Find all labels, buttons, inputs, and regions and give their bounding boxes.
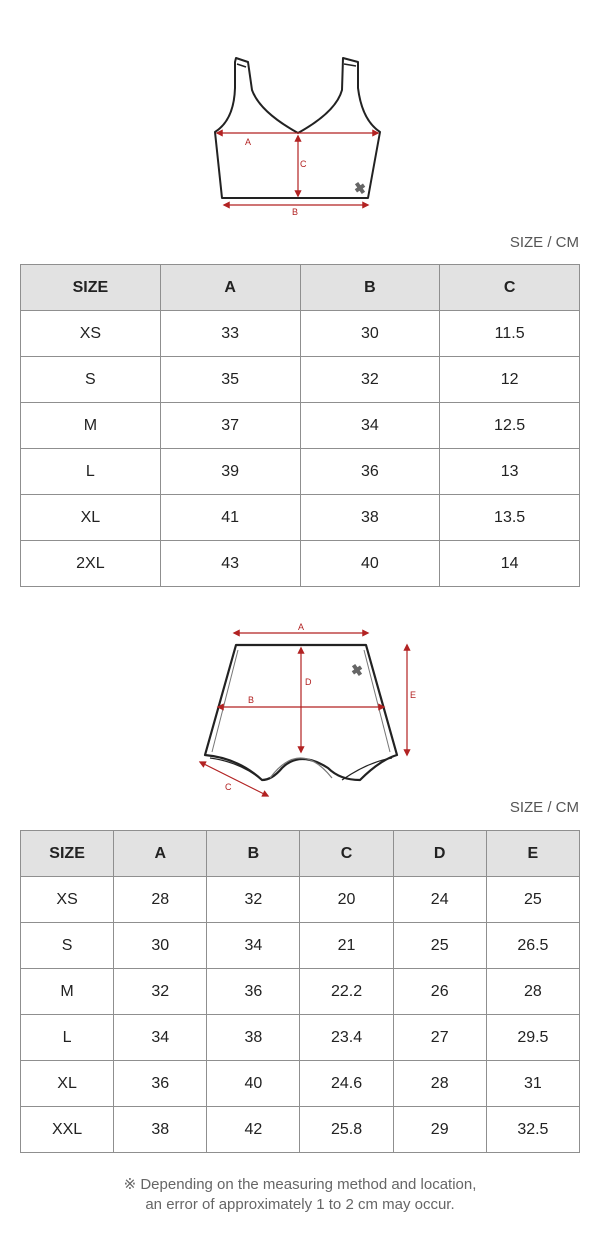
bottom-dimension-c-label: C (225, 782, 232, 792)
table-cell: XL (21, 495, 161, 541)
table-row (21, 1061, 580, 1107)
note-line-1: ※ Depending on the measuring method and location, (123, 1176, 477, 1193)
bottom-dimension-d-label: D (305, 677, 312, 687)
table-cell: 28 (393, 1061, 486, 1107)
table-cell: 36 (300, 449, 440, 495)
table-cell: 26.5 (486, 923, 579, 969)
table-cell: 2XL (21, 541, 161, 587)
table-cell: 29 (393, 1107, 486, 1153)
table-row (21, 877, 580, 923)
note-line-2: an error of approximately 1 to 2 cm may occur. (145, 1196, 455, 1213)
table-row (21, 969, 580, 1015)
table-row (21, 403, 580, 449)
care-tag-icon (349, 662, 364, 678)
table-cell: 38 (300, 495, 440, 541)
table-cell: L (21, 449, 161, 495)
header-cell: E (486, 831, 579, 877)
header-cell: C (440, 265, 580, 311)
table-cell: L (21, 1015, 114, 1061)
table-cell: 30 (114, 923, 207, 969)
table-cell: XS (21, 311, 161, 357)
bottom-size-table (20, 830, 580, 1153)
top-dimension-b-label: B (292, 207, 299, 217)
bottom-garment-diagram (190, 615, 430, 805)
table-cell: 11.5 (440, 311, 580, 357)
table-header-row (21, 831, 580, 877)
table-cell: 41 (160, 495, 300, 541)
table-row (21, 495, 580, 541)
table-cell: 23.4 (300, 1015, 393, 1061)
table-cell: 42 (207, 1107, 300, 1153)
table-cell: 31 (486, 1061, 579, 1107)
table-cell: 25.8 (300, 1107, 393, 1153)
table-cell: 38 (114, 1107, 207, 1153)
table-cell: XXL (21, 1107, 114, 1153)
table-cell: 32.5 (486, 1107, 579, 1153)
table-cell: 25 (393, 923, 486, 969)
table-cell: 40 (207, 1061, 300, 1107)
header-cell: A (160, 265, 300, 311)
table-cell: 37 (160, 403, 300, 449)
table-cell: 35 (160, 357, 300, 403)
table-row (21, 1107, 580, 1153)
header-cell: C (300, 831, 393, 877)
table-cell: 39 (160, 449, 300, 495)
table-cell: 34 (114, 1015, 207, 1061)
bottom-dimension-e-label: E (410, 690, 417, 700)
care-tag-icon (352, 180, 367, 196)
top-size-table (20, 264, 580, 587)
table-cell: 36 (207, 969, 300, 1015)
table-row (21, 1015, 580, 1061)
table-cell: 20 (300, 877, 393, 923)
table-cell: 43 (160, 541, 300, 587)
table-cell: 34 (207, 923, 300, 969)
table-row (21, 311, 580, 357)
header-cell: B (207, 831, 300, 877)
table-cell: 27 (393, 1015, 486, 1061)
table-cell: 28 (486, 969, 579, 1015)
table-cell: 13.5 (440, 495, 580, 541)
bottom-dimension-b-label: B (248, 695, 255, 705)
table-cell: 33 (160, 311, 300, 357)
table-cell: 21 (300, 923, 393, 969)
table-cell: 12.5 (440, 403, 580, 449)
table-cell: 38 (207, 1015, 300, 1061)
table-cell: 22.2 (300, 969, 393, 1015)
table-row (21, 449, 580, 495)
table-cell: XL (21, 1061, 114, 1107)
table-cell: M (21, 403, 161, 449)
table-cell: 25 (486, 877, 579, 923)
table-cell: 32 (114, 969, 207, 1015)
table-row (21, 923, 580, 969)
top-garment-diagram (200, 50, 400, 220)
table-cell: S (21, 923, 114, 969)
header-cell: B (300, 265, 440, 311)
table-cell: 32 (300, 357, 440, 403)
bottom-unit-label: SIZE / CM (509, 799, 579, 816)
table-header-row (21, 265, 580, 311)
table-cell: 24.6 (300, 1061, 393, 1107)
table-cell: 36 (114, 1061, 207, 1107)
table-cell: 30 (300, 311, 440, 357)
table-cell: 26 (393, 969, 486, 1015)
bottom-dimension-c-line (200, 762, 268, 796)
table-cell: 29.5 (486, 1015, 579, 1061)
table-cell: 13 (440, 449, 580, 495)
table-cell: S (21, 357, 161, 403)
top-dimension-c-label: C (300, 159, 307, 169)
table-cell: M (21, 969, 114, 1015)
table-cell: 12 (440, 357, 580, 403)
table-cell: XS (21, 877, 114, 923)
bottom-dimension-a-label: A (298, 622, 305, 632)
header-cell: A (114, 831, 207, 877)
table-row (21, 541, 580, 587)
table-cell: 24 (393, 877, 486, 923)
measurement-note (0, 1175, 600, 1215)
table-cell: 32 (207, 877, 300, 923)
table-cell: 28 (114, 877, 207, 923)
table-row (21, 357, 580, 403)
top-dimension-a-label: A (245, 137, 252, 147)
table-cell: 14 (440, 541, 580, 587)
table-cell: 34 (300, 403, 440, 449)
header-cell: SIZE (21, 831, 114, 877)
table-cell: 40 (300, 541, 440, 587)
top-unit-label: SIZE / CM (509, 234, 579, 251)
header-cell: D (393, 831, 486, 877)
header-cell: SIZE (21, 265, 161, 311)
